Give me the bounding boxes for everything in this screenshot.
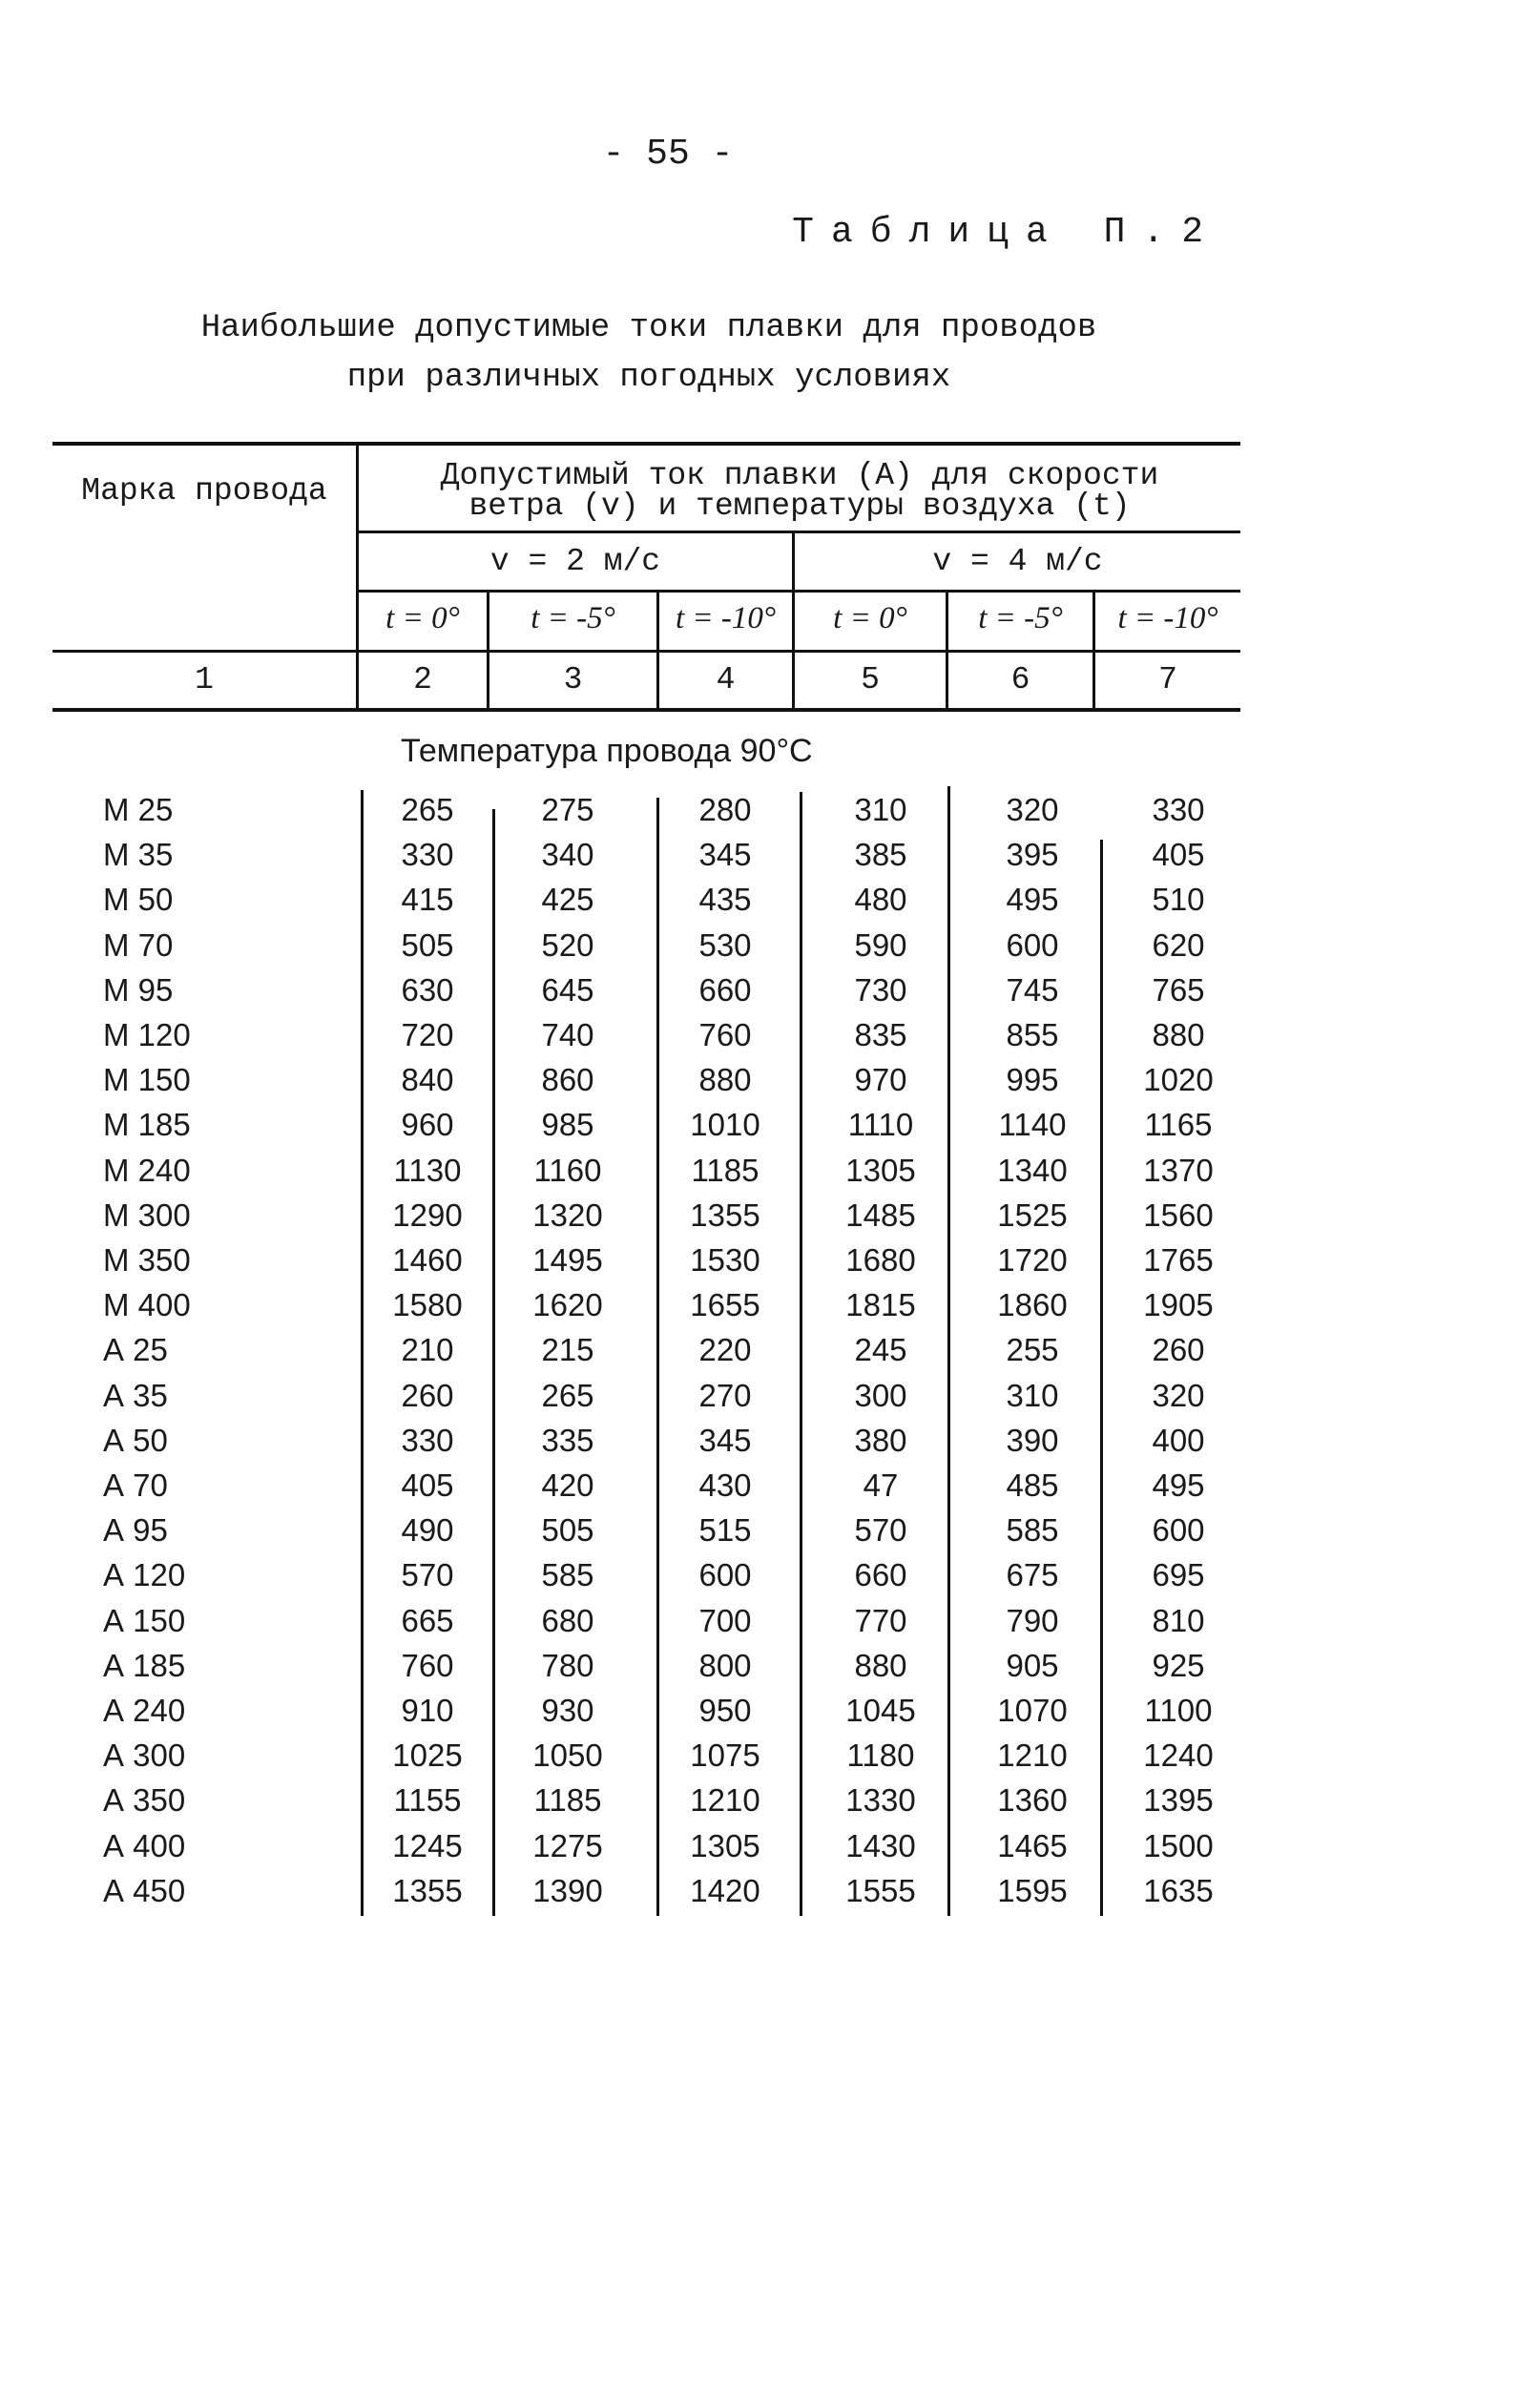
current-cell: 620 <box>1152 926 1205 963</box>
current-cell: 1765 <box>1143 1242 1214 1278</box>
current-cell: 1390 <box>532 1872 603 1908</box>
table-row <box>0 1782 1240 1827</box>
header-group-line-1: Допустимый ток плавки (А) для скорости <box>440 458 1159 493</box>
section-title: Температура провода 90°C <box>401 733 813 769</box>
current-cell: 1075 <box>690 1738 760 1774</box>
header-temp-3: t = -10° <box>675 601 777 635</box>
current-cell: 840 <box>401 1062 454 1098</box>
current-cell: 385 <box>854 837 907 873</box>
current-cell: 835 <box>854 1017 907 1052</box>
current-cell: 330 <box>1152 792 1205 827</box>
current-cell: 1010 <box>690 1107 760 1143</box>
current-cell: 675 <box>1006 1557 1059 1593</box>
current-cell: 1860 <box>997 1287 1068 1323</box>
current-cell: 1905 <box>1143 1287 1214 1323</box>
table-row <box>0 1557 1240 1602</box>
current-cell: 425 <box>541 882 594 918</box>
wire-mark: М 70 <box>103 926 174 963</box>
table-row <box>0 1828 1240 1873</box>
table-row <box>0 1197 1240 1242</box>
table-row <box>0 1017 1240 1062</box>
table-label: Таблица П.2 <box>792 212 1220 253</box>
current-cell: 645 <box>541 971 594 1008</box>
table-row <box>0 927 1240 972</box>
header-num-6: 6 <box>1010 662 1030 697</box>
current-cell: 435 <box>698 882 752 918</box>
header-temp-2: t = -5° <box>531 601 615 635</box>
header-rule-group <box>356 531 1240 533</box>
current-cell: 405 <box>1152 837 1205 873</box>
table-row <box>0 1603 1240 1648</box>
current-cell: 260 <box>401 1377 454 1413</box>
current-cell: 255 <box>1006 1332 1059 1368</box>
current-cell: 1500 <box>1143 1827 1214 1863</box>
wire-mark: А 120 <box>103 1557 186 1593</box>
current-cell: 770 <box>854 1602 907 1638</box>
current-cell: 1155 <box>393 1782 462 1819</box>
current-cell: 1430 <box>845 1827 916 1863</box>
current-cell: 330 <box>401 1422 454 1458</box>
current-cell: 995 <box>1006 1062 1059 1098</box>
current-cell: 1245 <box>392 1827 463 1863</box>
current-cell: 1275 <box>532 1827 603 1863</box>
current-cell: 600 <box>1152 1512 1205 1549</box>
table-title <box>0 303 1298 403</box>
wire-mark: М 95 <box>103 971 174 1008</box>
wire-mark: М 150 <box>103 1062 191 1098</box>
wire-mark: А 300 <box>103 1738 186 1774</box>
current-cell: 1050 <box>532 1738 603 1774</box>
current-cell: 1110 <box>847 1107 914 1143</box>
current-cell: 380 <box>854 1422 907 1458</box>
header-num-3: 3 <box>563 662 583 697</box>
wire-mark: А 350 <box>103 1782 186 1819</box>
title-line-1: Наибольшие допустимые токи плавки для проводов <box>200 310 1097 346</box>
current-cell: 345 <box>698 837 752 873</box>
current-cell: 1680 <box>845 1242 916 1278</box>
current-cell: 47 <box>863 1467 899 1503</box>
header-num-1: 1 <box>195 662 214 697</box>
current-cell: 1070 <box>997 1693 1068 1728</box>
wire-mark: М 400 <box>103 1287 191 1323</box>
wire-mark: М 240 <box>103 1152 191 1188</box>
current-cell: 335 <box>541 1422 594 1458</box>
current-cell: 340 <box>541 837 594 873</box>
table-row <box>0 1062 1240 1107</box>
current-cell: 495 <box>1152 1467 1205 1503</box>
title-line-2: при различных погодных условиях <box>346 360 951 396</box>
header-top-rule <box>52 442 1240 446</box>
current-cell: 395 <box>1006 837 1059 873</box>
table-row <box>0 1332 1240 1377</box>
current-cell: 720 <box>401 1017 454 1052</box>
current-cell: 1185 <box>691 1152 760 1188</box>
current-cell: 530 <box>698 926 752 963</box>
table-row <box>0 1693 1240 1738</box>
current-cell: 310 <box>1006 1377 1059 1413</box>
current-cell: 1020 <box>1143 1062 1214 1098</box>
current-cell: 1130 <box>393 1152 462 1188</box>
wire-mark: А 240 <box>103 1693 186 1728</box>
current-cell: 1240 <box>1143 1738 1214 1774</box>
header-wind-2: v = 4 м/с <box>932 544 1103 579</box>
table-row <box>0 972 1240 1017</box>
wire-mark: М 50 <box>103 882 174 918</box>
current-cell: 280 <box>698 792 752 827</box>
current-cell: 985 <box>541 1107 594 1143</box>
current-cell: 1555 <box>845 1872 916 1908</box>
wire-mark: А 95 <box>103 1512 168 1549</box>
current-cell: 515 <box>698 1512 752 1549</box>
wire-mark: М 120 <box>103 1017 191 1052</box>
current-cell: 485 <box>1006 1467 1059 1503</box>
current-cell: 570 <box>854 1512 907 1549</box>
current-cell: 1595 <box>997 1872 1068 1908</box>
header-num-2: 2 <box>413 662 432 697</box>
current-cell: 245 <box>854 1332 907 1368</box>
current-cell: 270 <box>698 1377 752 1413</box>
current-cell: 760 <box>698 1017 752 1052</box>
current-cell: 400 <box>1152 1422 1205 1458</box>
current-cell: 510 <box>1152 882 1205 918</box>
current-cell: 310 <box>854 792 907 827</box>
current-cell: 1370 <box>1143 1152 1214 1188</box>
current-cell: 660 <box>854 1557 907 1593</box>
page-number: - 55 - <box>602 134 734 175</box>
current-cell: 265 <box>401 792 454 827</box>
current-cell: 300 <box>854 1377 907 1413</box>
table-row <box>0 837 1240 882</box>
header-temp-1: t = 0° <box>385 601 460 635</box>
header-temp-4: t = 0° <box>833 601 907 635</box>
current-cell: 800 <box>698 1647 752 1683</box>
current-cell: 1655 <box>690 1287 760 1323</box>
current-cell: 405 <box>401 1467 454 1503</box>
current-cell: 430 <box>698 1467 752 1503</box>
current-cell: 1720 <box>997 1242 1068 1278</box>
current-cell: 1360 <box>997 1782 1068 1819</box>
current-cell: 810 <box>1152 1602 1205 1638</box>
current-cell: 695 <box>1152 1557 1205 1593</box>
current-cell: 1495 <box>532 1242 603 1278</box>
current-cell: 880 <box>854 1647 907 1683</box>
current-cell: 520 <box>541 926 594 963</box>
current-cell: 765 <box>1152 971 1205 1008</box>
current-cell: 1210 <box>690 1782 760 1819</box>
current-cell: 1815 <box>845 1287 916 1323</box>
current-cell: 905 <box>1006 1647 1059 1683</box>
current-cell: 1305 <box>845 1152 916 1188</box>
wire-mark: А 150 <box>103 1602 186 1638</box>
current-cell: 740 <box>541 1017 594 1052</box>
wire-mark: А 25 <box>103 1332 168 1368</box>
current-cell: 1160 <box>533 1152 602 1188</box>
current-cell: 730 <box>854 971 907 1008</box>
table-row <box>0 1738 1240 1782</box>
current-cell: 1340 <box>997 1152 1068 1188</box>
current-cell: 1560 <box>1143 1196 1214 1233</box>
current-cell: 855 <box>1006 1017 1059 1052</box>
current-cell: 880 <box>698 1062 752 1098</box>
wire-mark: А 50 <box>103 1422 168 1458</box>
current-cell: 215 <box>541 1332 594 1368</box>
current-cell: 600 <box>1006 926 1059 963</box>
table-row <box>0 1107 1240 1152</box>
current-cell: 1210 <box>997 1738 1068 1774</box>
table-row <box>0 1873 1240 1918</box>
current-cell: 1460 <box>392 1242 463 1278</box>
header-num-4: 4 <box>716 662 736 697</box>
header-temp-5: t = -5° <box>978 601 1063 635</box>
current-cell: 585 <box>1006 1512 1059 1549</box>
wire-mark: А 185 <box>103 1647 186 1683</box>
current-cell: 970 <box>854 1062 907 1098</box>
current-cell: 780 <box>541 1647 594 1683</box>
current-cell: 665 <box>401 1602 454 1638</box>
current-cell: 1580 <box>392 1287 463 1323</box>
table-row <box>0 1467 1240 1512</box>
header-num-5: 5 <box>861 662 880 697</box>
current-cell: 275 <box>541 792 594 827</box>
table-row <box>0 1242 1240 1287</box>
current-cell: 265 <box>541 1377 594 1413</box>
current-cell: 330 <box>401 837 454 873</box>
current-cell: 1140 <box>998 1107 1067 1143</box>
current-cell: 1635 <box>1143 1872 1214 1908</box>
current-cell: 1465 <box>997 1827 1068 1863</box>
current-cell: 390 <box>1006 1422 1059 1458</box>
table-row <box>0 1287 1240 1332</box>
current-cell: 1320 <box>532 1196 603 1233</box>
current-cell: 220 <box>698 1332 752 1368</box>
current-cell: 1355 <box>690 1196 760 1233</box>
current-cell: 1305 <box>690 1827 760 1863</box>
current-cell: 1485 <box>845 1196 916 1233</box>
current-cell: 1180 <box>846 1738 915 1774</box>
current-cell: 660 <box>698 971 752 1008</box>
current-cell: 1165 <box>1144 1107 1213 1143</box>
current-cell: 495 <box>1006 882 1059 918</box>
current-cell: 585 <box>541 1557 594 1593</box>
table-row <box>0 1648 1240 1693</box>
current-cell: 210 <box>401 1332 454 1368</box>
table-row <box>0 792 1240 837</box>
header-num-7: 7 <box>1158 662 1177 697</box>
current-cell: 570 <box>401 1557 454 1593</box>
current-cell: 790 <box>1006 1602 1059 1638</box>
current-cell: 880 <box>1152 1017 1205 1052</box>
current-cell: 320 <box>1152 1377 1205 1413</box>
current-cell: 760 <box>401 1647 454 1683</box>
wire-mark: А 450 <box>103 1872 186 1908</box>
table-row <box>0 882 1240 926</box>
current-cell: 600 <box>698 1557 752 1593</box>
current-cell: 1355 <box>392 1872 463 1908</box>
header-mark-label: Марка провода <box>81 473 327 509</box>
current-cell: 505 <box>541 1512 594 1549</box>
current-cell: 420 <box>541 1467 594 1503</box>
current-cell: 415 <box>401 882 454 918</box>
current-cell: 320 <box>1006 792 1059 827</box>
table-row <box>0 1512 1240 1557</box>
table-row <box>0 1423 1240 1467</box>
current-cell: 1530 <box>690 1242 760 1278</box>
current-cell: 1395 <box>1143 1782 1214 1819</box>
current-cell: 700 <box>698 1602 752 1638</box>
current-cell: 1290 <box>392 1196 463 1233</box>
current-cell: 950 <box>698 1693 752 1728</box>
table-row <box>0 1378 1240 1423</box>
current-cell: 590 <box>854 926 907 963</box>
current-cell: 910 <box>401 1693 454 1728</box>
wire-mark: А 400 <box>103 1827 186 1863</box>
header-group-line-2: ветра (v) и температуры воздуха (t) <box>468 489 1131 524</box>
current-cell: 480 <box>854 882 907 918</box>
wire-mark: М 25 <box>103 792 174 827</box>
current-cell: 345 <box>698 1422 752 1458</box>
current-cell: 925 <box>1152 1647 1205 1683</box>
wire-mark: А 70 <box>103 1467 168 1503</box>
current-cell: 1330 <box>845 1782 916 1819</box>
current-cell: 930 <box>541 1693 594 1728</box>
current-cell: 1025 <box>392 1738 463 1774</box>
current-cell: 1525 <box>997 1196 1068 1233</box>
table-row <box>0 1153 1240 1197</box>
wire-mark: М 300 <box>103 1196 191 1233</box>
wire-mark: М 350 <box>103 1242 191 1278</box>
current-cell: 1100 <box>1144 1693 1213 1728</box>
current-cell: 1045 <box>845 1693 916 1728</box>
wire-mark: М 185 <box>103 1107 191 1143</box>
wire-mark: М 35 <box>103 837 174 873</box>
wire-mark: А 35 <box>103 1377 168 1413</box>
current-cell: 260 <box>1152 1332 1205 1368</box>
header-rule-numbers <box>52 708 1240 712</box>
header-wind-1: v = 2 м/с <box>489 544 661 579</box>
current-cell: 860 <box>541 1062 594 1098</box>
current-cell: 490 <box>401 1512 454 1549</box>
header-temp-6: t = -10° <box>1117 601 1218 635</box>
current-cell: 505 <box>401 926 454 963</box>
current-cell: 680 <box>541 1602 594 1638</box>
current-cell: 745 <box>1006 971 1059 1008</box>
current-cell: 960 <box>401 1107 454 1143</box>
current-cell: 630 <box>401 971 454 1008</box>
current-cell: 1420 <box>690 1872 760 1908</box>
header-rule-temps <box>52 650 1240 653</box>
current-cell: 1185 <box>533 1782 602 1819</box>
current-cell: 1620 <box>532 1287 603 1323</box>
